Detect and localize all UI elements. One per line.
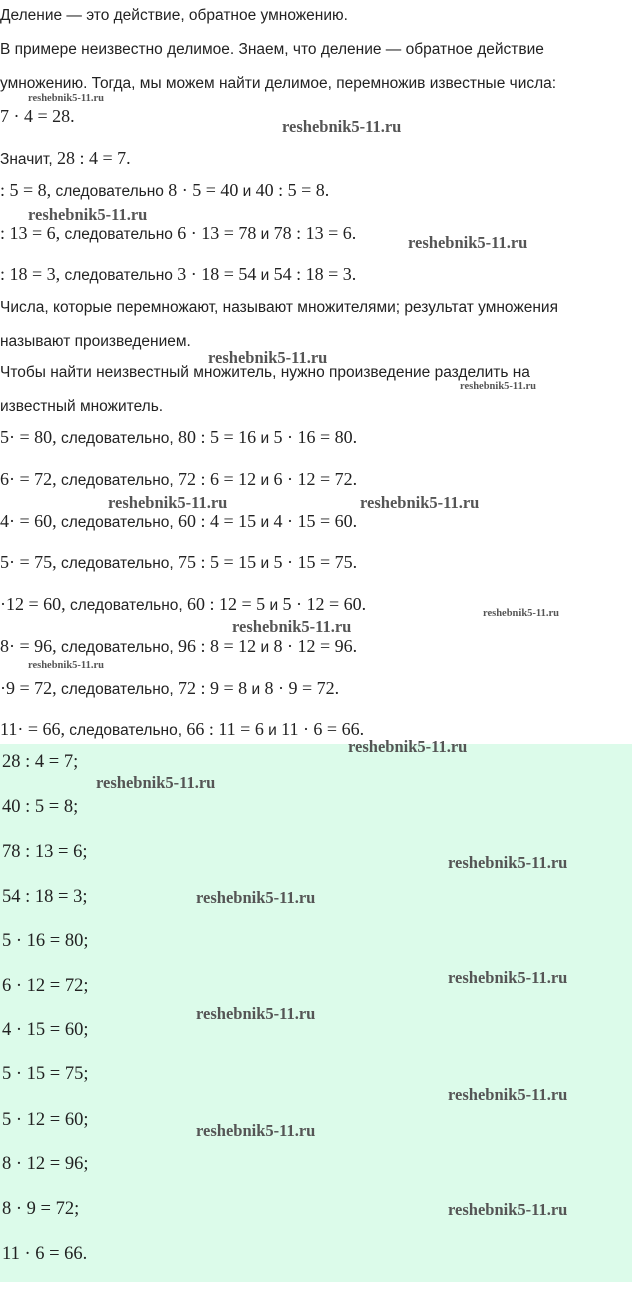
answer-item: 8 · 9 = 72;: [2, 1199, 80, 1219]
watermark: reshebnik5-11.ru: [448, 1200, 568, 1219]
div-product: 3 · 18 = 54: [177, 264, 257, 284]
div-given: : 18 = 3,: [0, 264, 61, 284]
watermark: reshebnik5-11.ru: [448, 1085, 568, 1104]
mult-therefore: следовательно,: [60, 555, 174, 572]
div-and: и: [260, 267, 270, 284]
mult-check: 8 · 12 = 96.: [273, 636, 358, 656]
mult-and: и: [260, 639, 270, 656]
div-and: и: [260, 226, 270, 243]
mult-therefore: следовательно,: [60, 430, 174, 447]
answer-item: 5 · 16 = 80;: [2, 931, 89, 951]
mult-check: 5 · 15 = 75.: [273, 552, 358, 572]
mult-therefore: следовательно,: [60, 472, 174, 489]
mult-quotient: 75 : 5 = 15: [178, 552, 257, 572]
mult-and: и: [260, 555, 270, 572]
intro-line-3: умножению. Тогда, мы можем найти делимое, перемножив известные числа:: [0, 75, 557, 92]
mult-check: 5 · 16 = 80.: [273, 427, 358, 447]
watermark: reshebnik5-11.ru: [282, 117, 402, 136]
mult-row: [0, 636, 357, 658]
mult-therefore: следовательно,: [60, 639, 174, 656]
mult-row: [0, 552, 357, 574]
watermark: reshebnik5-11.ru: [28, 205, 148, 224]
watermark: reshebnik5-11.ru: [108, 493, 228, 512]
theory-line-2: называют произведением.: [0, 333, 191, 350]
mult-therefore: следовательно,: [69, 722, 183, 739]
watermark: reshebnik5-11.ru: [208, 348, 328, 367]
mult-and: и: [268, 722, 277, 739]
mult-quotient: 66 : 11 = 6: [186, 719, 264, 739]
watermark: reshebnik5-11.ru: [28, 93, 104, 104]
answer-item: 5 · 12 = 60;: [2, 1110, 89, 1130]
mult-given: 5· = 80,: [0, 427, 57, 447]
division-row-3: [0, 264, 356, 286]
mult-row: [0, 511, 357, 533]
watermark: reshebnik5-11.ru: [360, 493, 480, 512]
theory-line-1: Числа, которые перемножают, называют множителями; результат умножения: [0, 299, 558, 316]
watermark: reshebnik5-11.ru: [448, 968, 568, 987]
intro-line-1: Деление — это действие, обратное умножению.: [0, 7, 348, 24]
mult-and: и: [260, 472, 270, 489]
answer-item: 6 · 12 = 72;: [2, 976, 89, 996]
mult-row: [0, 719, 364, 741]
div-check: 54 : 18 = 3.: [273, 264, 357, 284]
watermark: reshebnik5-11.ru: [196, 1004, 316, 1023]
div-and: и: [242, 183, 252, 200]
watermark: reshebnik5-11.ru: [348, 737, 468, 756]
example-conclusion: [0, 148, 131, 170]
intro-line-2: В примере неизвестно делимое. Знаем, что деление — обратное действие: [0, 41, 544, 58]
mult-given: 6· = 72,: [0, 469, 57, 489]
conclusion-eq: 28 : 4 = 7.: [56, 148, 131, 168]
watermark: reshebnik5-11.ru: [196, 1121, 316, 1140]
div-therefore: следовательно: [64, 267, 173, 284]
mult-quotient: 72 : 9 = 8: [178, 678, 248, 698]
mult-row: [0, 594, 366, 616]
theory-line-3: Чтобы найти неизвестный множитель, нужно произведение разделить на: [0, 364, 530, 381]
conclusion-label: Значит,: [0, 151, 53, 168]
watermark: reshebnik5-11.ru: [448, 853, 568, 872]
answer-item: 40 : 5 = 8;: [2, 797, 79, 817]
mult-therefore: следовательно,: [60, 514, 174, 531]
mult-and: и: [260, 514, 270, 531]
watermark: reshebnik5-11.ru: [483, 608, 559, 619]
div-product: 8 · 5 = 40: [168, 180, 239, 200]
mult-quotient: 60 : 12 = 5: [187, 594, 266, 614]
mult-given: ·12 = 60,: [0, 594, 66, 614]
div-product: 6 · 13 = 78: [177, 223, 257, 243]
watermark: reshebnik5-11.ru: [232, 617, 352, 636]
mult-therefore: следовательно,: [60, 681, 174, 698]
mult-quotient: 60 : 4 = 15: [178, 511, 257, 531]
theory-line-4: известный множитель.: [0, 398, 164, 415]
mult-given: 8· = 96,: [0, 636, 57, 656]
div-given: : 13 = 6,: [0, 223, 61, 243]
watermark: reshebnik5-11.ru: [196, 888, 316, 907]
example-product: [0, 106, 75, 128]
answer-item: 8 · 12 = 96;: [2, 1154, 89, 1174]
example-product-eq: 7 · 4 = 28.: [0, 106, 75, 126]
mult-check: 8 · 9 = 72.: [264, 678, 340, 698]
mult-and: и: [260, 430, 270, 447]
answer-item: 54 : 18 = 3;: [2, 887, 88, 907]
watermark: reshebnik5-11.ru: [28, 660, 104, 671]
mult-quotient: 80 : 5 = 16: [178, 427, 257, 447]
mult-given: 4· = 60,: [0, 511, 57, 531]
division-row-2: [0, 223, 356, 245]
mult-check: 5 · 12 = 60.: [282, 594, 367, 614]
watermark: reshebnik5-11.ru: [460, 381, 536, 392]
mult-row: [0, 427, 357, 449]
answer-item: 4 · 15 = 60;: [2, 1020, 89, 1040]
mult-therefore: следовательно,: [69, 597, 183, 614]
mult-and: и: [251, 681, 261, 698]
division-row-1: [0, 180, 329, 202]
mult-row: [0, 469, 357, 491]
mult-check: 4 · 15 = 60.: [273, 511, 358, 531]
mult-check: 6 · 12 = 72.: [273, 469, 358, 489]
answer-item: 28 : 4 = 7;: [2, 752, 79, 772]
answer-item: 5 · 15 = 75;: [2, 1064, 89, 1084]
mult-quotient: 96 : 8 = 12: [178, 636, 257, 656]
mult-given: 5· = 75,: [0, 552, 57, 572]
div-therefore: следовательно: [64, 226, 173, 243]
watermark: reshebnik5-11.ru: [96, 773, 216, 792]
answer-item: 78 : 13 = 6;: [2, 842, 88, 862]
div-check: 40 : 5 = 8.: [255, 180, 330, 200]
div-check: 78 : 13 = 6.: [273, 223, 357, 243]
mult-quotient: 72 : 6 = 12: [178, 469, 257, 489]
mult-row: [0, 678, 339, 700]
div-given: : 5 = 8,: [0, 180, 52, 200]
mult-check: 11 · 6 = 66.: [281, 719, 365, 739]
watermark: reshebnik5-11.ru: [408, 233, 528, 252]
mult-given: 11· = 66,: [0, 719, 65, 739]
answer-item: 11 · 6 = 66.: [2, 1244, 88, 1264]
div-therefore: следовательно: [55, 183, 164, 200]
mult-given: ·9 = 72,: [0, 678, 57, 698]
mult-and: и: [269, 597, 279, 614]
